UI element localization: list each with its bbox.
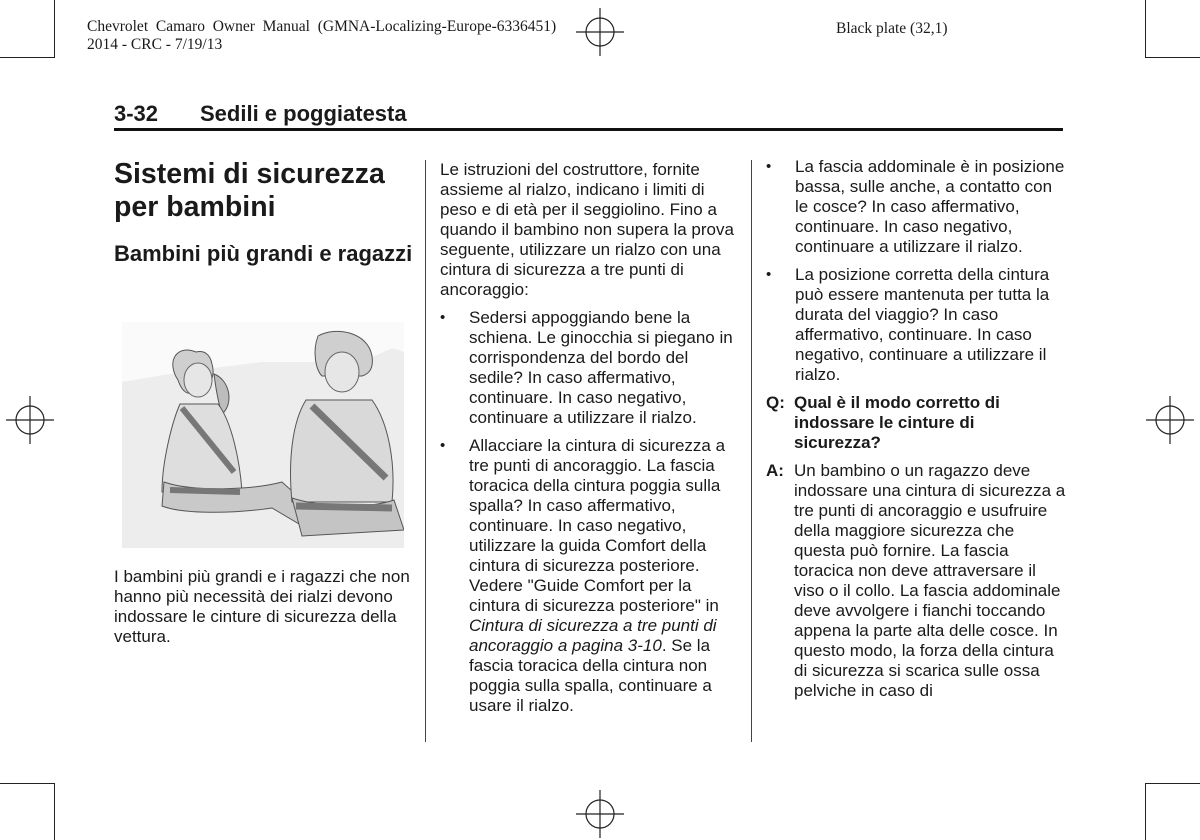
intro-paragraph: I bambini più grandi e i ragazzi che non hanno più necessità dei rialzi devono indossare le cinture di sicurezza della vettura. [114,567,410,646]
children-seatbelt-illustration [122,322,404,548]
page-number: 3-32 [114,101,159,126]
column-divider [425,160,426,742]
section-title: Sedili e poggiatesta [200,101,407,126]
registration-mark-icon [6,396,54,444]
section-rule [114,128,1063,131]
question-text: Qual è il modo corretto di indossare le cinture di sicurezza? [794,393,1000,452]
bullet-text: La posizione corretta della cintura può essere mantenuta per tutta la durata del viaggio? In caso affermativo, continuare. In caso negativo, continuare a utilizzare il rialzo. [795,265,1050,384]
crop-mark [0,783,55,784]
crop-mark [1145,783,1146,840]
bullet-text: La fascia addominale è in posizione bassa, sulle anche, a contatto con le cosce? In caso affermativo, continuare. In caso negativo, continuare a utilizzare il rialzo. [795,157,1065,256]
crop-mark [1145,0,1146,58]
header-line-1: Chevrolet Camaro Owner Manual (GMNA-Localizing-Europe-6336451) [87,18,557,35]
answer-text: Un bambino o un ragazzo deve indossare una cintura di sicurezza a tre punti di ancoraggio e usufruire della maggiore sicurezza che questa può fornire. La fascia toracica non deve attraversare il viso o il collo. La fascia addominale deve avvolgere i fianchi toccando appena la parte alta delle cosce. In questo modo, la forza della cintura di sicurezza si scarica sulle ossa pelviche in caso di [794,461,1066,700]
list-item [440,308,740,428]
print-header [87,18,556,54]
answer [766,461,1066,701]
bullet-icon: • [440,309,446,326]
crop-mark [1145,783,1200,784]
registration-mark-icon [576,790,624,838]
column-divider [751,160,752,742]
crop-mark [54,783,55,840]
plate-label: Black plate (32,1) [836,20,948,37]
cross-reference-link[interactable]: Cintura di sicurezza a tre punti di ancoraggio a pagina 3-10 [469,616,717,655]
list-item [766,157,1066,257]
list-item [440,436,740,716]
bullet-text: Allacciare la cintura di sicurezza a tre punti di ancoraggio. La fascia toracica della cintura poggia sulla spalla? In caso affermativo, continuare. In caso negativo, utilizzare la guida Comfort della cintura di sicurezza posteriore. Vedere "Guide Comfort per la cintura di sicurezza posteriore" in Cintura di sicurezza a tre punti di ancoraggio a pagina 3-10. Se la fascia toracica della cintura non poggia sulla spalla, continuare a usare il rialzo. [469,436,726,715]
bullet-icon: • [766,158,772,175]
header-line-2: 2014 - CRC - 7/19/13 [87,36,223,53]
question [766,393,1066,453]
crop-mark [54,0,55,58]
instructions-paragraph: Le istruzioni del costruttore, fornite assieme al rialzo, indicano i limiti di peso e di età per il seggiolino. Fino a quando il bambino non supera la prova seguente, utilizzare un rialzo con una cintura di sicurezza a tre punti di ancoraggio: [440,160,734,299]
column-3 [766,157,1066,701]
heading-main: Sistemi di sicurezza per bambini [114,158,385,223]
answer-label: A: [766,461,784,480]
registration-mark-icon [1146,396,1194,444]
heading-sub: Bambini più grandi e ragazzi [114,241,413,266]
bullet-icon: • [440,437,446,454]
bullet-icon: • [766,266,772,283]
question-label: Q: [766,393,785,412]
column-2 [440,160,740,716]
crop-mark [1145,57,1200,58]
crop-mark [0,57,55,58]
bullet-text: Sedersi appoggiando bene la schiena. Le ginocchia si piegano in corrispondenza del bordo del sedile? In caso affermativo, continuare. In caso negativo, continuare a utilizzare il rialzo. [469,308,733,427]
list-item [766,265,1066,385]
registration-mark-icon [576,8,624,56]
